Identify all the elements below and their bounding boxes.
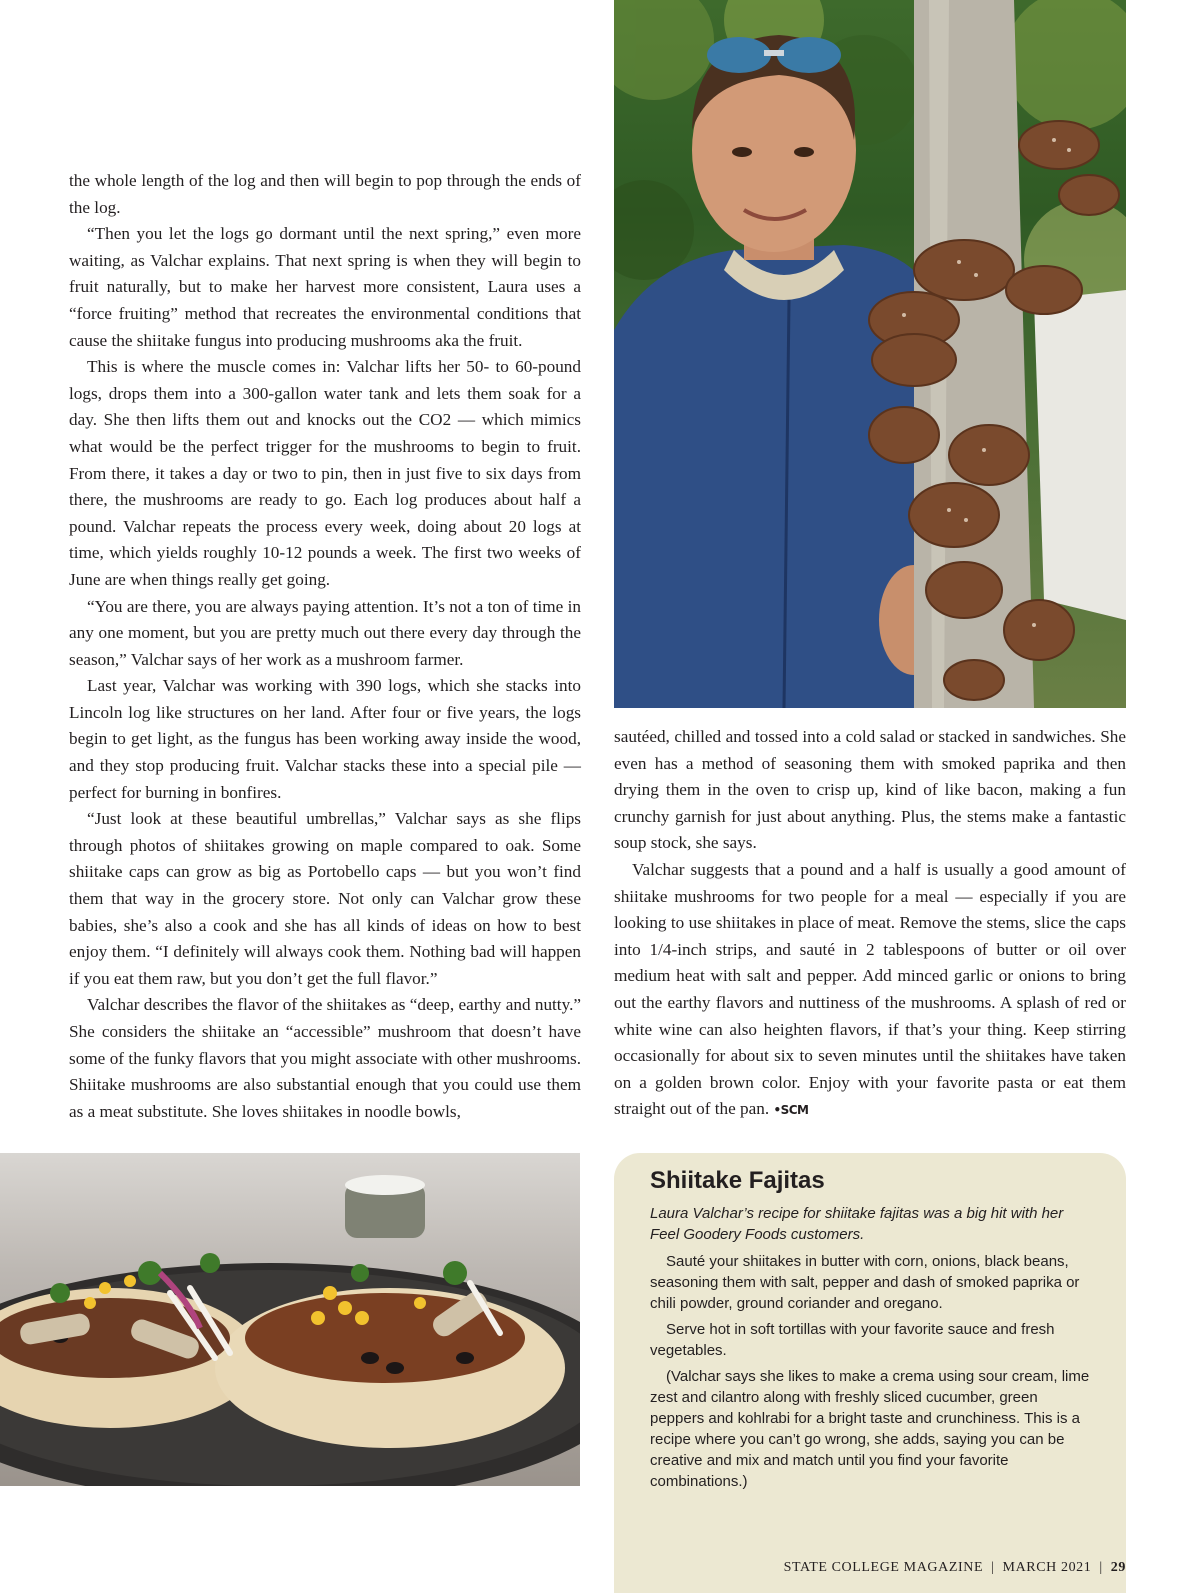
- article-paragraph: “Just look at these beautiful umbrellas,” Valchar says as she flips through photos of shiitakes growing on maple compared to oak. Some shiitake caps can grow as big as Portobello caps — but you won’t find them that way in the grocery store. Not only can Valchar grow these babies, she’s also a cook and she has all kinds of ideas on how to best enjoy them. “I definitely will always cook them. Nothing bad will happen if you eat them raw, but you don’t get the full flavor.”: [69, 809, 581, 988]
- footer-separator: |: [991, 1560, 995, 1575]
- recipe-title: Shiitake Fajitas: [650, 1167, 825, 1194]
- article-paragraph: Valchar describes the flavor of the shiitakes as “deep, earthy and nutty.” She considers the shiitake an “accessible” mushroom that doesn’t have some of the funky flavors that you might associate with other mushrooms. Shiitake mushrooms are also substantial enough that you could use them as a meat substitute. She loves shiitakes in noodle bowls,: [69, 995, 581, 1121]
- article-paragraph: “You are there, you are always paying attention. It’s not a ton of time in any one moment, but you are pretty much out there every day through the season,” Valchar says of her work as a mushroom farmer.: [69, 596, 581, 669]
- end-mark: •SCM: [773, 1103, 809, 1118]
- article-column-right: [614, 724, 1126, 1124]
- recipe-paragraph: Serve hot in soft tortillas with your favorite sauce and fresh vegetables.: [650, 1321, 1055, 1359]
- article-paragraph: [614, 857, 1126, 1124]
- recipe-paragraph: Sauté your shiitakes in butter with corn, onions, black beans, seasoning them with salt, pepper and dash of smoked paprika or chili powder, ground coriander and oregano.: [650, 1253, 1080, 1312]
- article-paragraph: “Then you let the logs go dormant until the next spring,” even more waiting, as Valchar explains. That next spring is when they will begin to fruit naturally, but to make her harvest more consistent, Laura uses a “force fruiting” method that recreates the environmental conditions that cause the shiitake fungus into producing mushrooms aka the fruit.: [69, 224, 581, 350]
- farmer-mushroom-log-photo: [614, 0, 1126, 708]
- article-paragraph-text: Valchar suggests that a pound and a half is usually a good amount of shiitake mushrooms for two people for a meal — especially if you are looking to use shiitakes in place of meat. Remove the stems, slice the caps into 1/4-inch strips, and sauté in 2 tablespoons of butter or oil over medium heat with salt and pepper. Add minced garlic or onions to bring out the earthy flavors and nuttiness of the mushrooms. A splash of red or white wine can also heighten flavors, if that’s your thing. Keep stirring occasionally for about six to seven minutes until the shiitakes have taken on a golden brown color. Enjoy with your favorite pasta or eat them straight out of the pan.: [614, 859, 1126, 1119]
- page-number: 29: [1110, 1560, 1126, 1575]
- article-paragraph: the whole length of the log and then will begin to pop through the ends of the log.: [69, 171, 581, 217]
- article-paragraph: sautéed, chilled and tossed into a cold salad or stacked in sandwiches. She even has a method of seasoning them with smoked paprika and then drying them in the oven to crisp up, kind of like bacon, making a fun crunchy garnish for just about anything. Plus, the stems make a fantastic soup stock, she says.: [614, 727, 1126, 853]
- footer-magazine-name: STATE COLLEGE MAGAZINE: [783, 1560, 984, 1575]
- article-paragraph: Last year, Valchar was working with 390 logs, which she stacks into Lincoln log like structures on her land. After four or five years, the logs begin to get light, as the fungus has been working away inside the wood, and they stop producing fruit. Valchar stacks these into a special pile — perfect for burning in bonfires.: [69, 676, 581, 802]
- article-column-left: [69, 168, 581, 1125]
- article-paragraph: This is where the muscle comes in: Valchar lifts her 50- to 60-pound logs, drops them into a 300-gallon water tank and lets them soak for a day. She then lifts them out and knocks out the CO2 — which mimics what would be the perfect trigger for the mushrooms to begin to fruit. From there, it takes a day or two to pin, then in just five to six days from there, the mushrooms are ready to go. Each log produces about half a pound. Valchar repeats the process every week, doing about 20 logs at time, which yields roughly 10-12 pounds a week. The first two weeks of June are when things really get going.: [69, 357, 581, 589]
- recipe-intro: Laura Valchar’s recipe for shiitake fajitas was a big hit with her Feel Goodery Foods customers.: [650, 1205, 1064, 1243]
- page-footer: [784, 1560, 1126, 1576]
- shiitake-fajitas-photo: [0, 1153, 580, 1486]
- recipe-paragraph: (Valchar says she likes to make a crema using sour cream, lime zest and cilantro along with freshly sliced cucumber, green peppers and kohlrabi for a bright taste and crunchiness. This is a recipe where you can’t go wrong, she adds, saying you can be creative and mix and match until you find your favorite combinations.): [650, 1368, 1090, 1490]
- recipe-box: [614, 1153, 1126, 1593]
- footer-issue: MARCH 2021: [1002, 1560, 1092, 1575]
- footer-separator: |: [1099, 1560, 1103, 1575]
